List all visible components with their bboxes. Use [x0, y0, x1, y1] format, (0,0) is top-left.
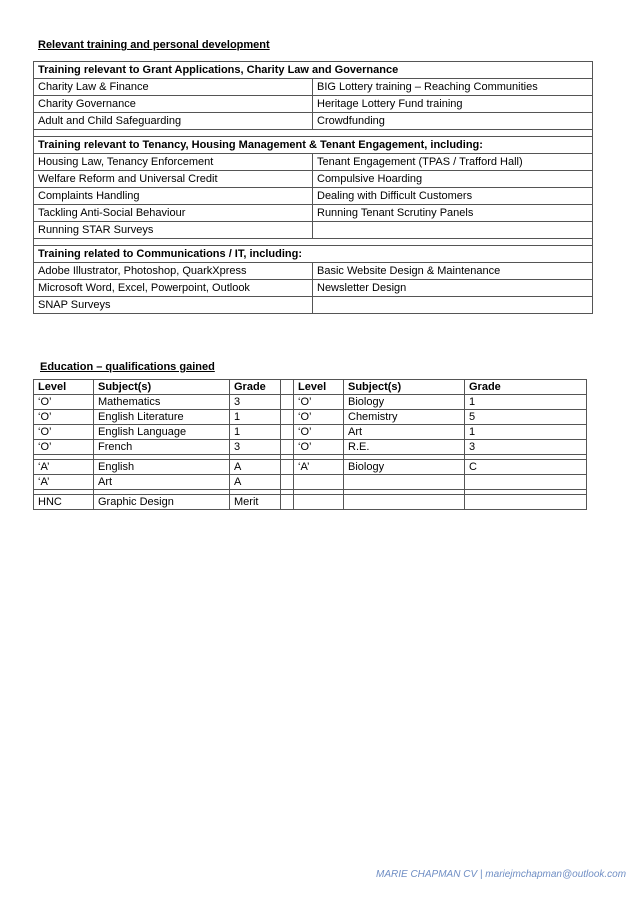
education-cell: HNC	[34, 495, 94, 510]
training-cell: Adobe Illustrator, Photoshop, QuarkXpress	[34, 263, 313, 280]
training-cell: Heritage Lottery Fund training	[313, 96, 593, 113]
training-cell: SNAP Surveys	[34, 297, 313, 314]
table-row	[34, 440, 587, 455]
table-row	[34, 410, 587, 425]
education-cell	[294, 475, 344, 490]
table-row	[34, 171, 593, 188]
training-cell: Tackling Anti-Social Behaviour	[34, 205, 313, 222]
column-header: Subject(s)	[344, 380, 465, 395]
divider-cell	[281, 395, 294, 410]
table-row	[34, 495, 587, 510]
education-cell: ‘O’	[34, 395, 94, 410]
divider-cell	[281, 380, 294, 395]
education-cell: Graphic Design	[94, 495, 230, 510]
divider-cell	[281, 440, 294, 455]
table-row	[34, 395, 587, 410]
training-cell: Basic Website Design & Maintenance	[313, 263, 593, 280]
education-table	[33, 379, 587, 510]
education-cell: R.E.	[344, 440, 465, 455]
training-cell: Running Tenant Scrutiny Panels	[313, 205, 593, 222]
education-cell: ‘O’	[34, 410, 94, 425]
education-cell: Art	[344, 425, 465, 440]
education-cell	[465, 475, 587, 490]
education-cell: ‘O’	[294, 425, 344, 440]
education-cell: ‘A’	[34, 460, 94, 475]
education-cell: C	[465, 460, 587, 475]
table-row	[34, 460, 587, 475]
table-row	[34, 263, 593, 280]
table-row	[34, 222, 593, 239]
section-spacer	[34, 239, 593, 246]
education-cell: Chemistry	[344, 410, 465, 425]
table-row	[34, 425, 587, 440]
education-cell: 5	[465, 410, 587, 425]
footer-separator: |	[479, 869, 483, 880]
education-cell	[344, 475, 465, 490]
education-cell: Biology	[344, 460, 465, 475]
education-cell: English	[94, 460, 230, 475]
divider-cell	[281, 425, 294, 440]
training-cell: Adult and Child Safeguarding	[34, 113, 313, 130]
training-section-header	[34, 62, 593, 79]
table-row	[34, 205, 593, 222]
column-header: Grade	[230, 380, 281, 395]
training-heading: Relevant training and personal development	[38, 39, 270, 51]
education-cell: 3	[230, 440, 281, 455]
table-row	[34, 475, 587, 490]
education-cell: Biology	[344, 395, 465, 410]
training-table	[33, 61, 593, 314]
column-header: Subject(s)	[94, 380, 230, 395]
education-cell: ‘O’	[294, 440, 344, 455]
table-header-row	[34, 380, 587, 395]
column-header: Level	[294, 380, 344, 395]
table-row	[34, 79, 593, 96]
training-cell: Charity Governance	[34, 96, 313, 113]
education-cell: 1	[465, 425, 587, 440]
education-cell: ‘A’	[34, 475, 94, 490]
education-cell: Merit	[230, 495, 281, 510]
training-cell: Welfare Reform and Universal Credit	[34, 171, 313, 188]
table-row	[34, 280, 593, 297]
training-cell: Complaints Handling	[34, 188, 313, 205]
column-header: Grade	[465, 380, 587, 395]
education-cell: 1	[230, 425, 281, 440]
training-section-header	[34, 137, 593, 154]
divider-cell	[281, 460, 294, 475]
spacer-cell	[34, 239, 593, 246]
education-cell: Mathematics	[94, 395, 230, 410]
training-section-header	[34, 246, 593, 263]
table-row	[34, 188, 593, 205]
education-cell	[465, 495, 587, 510]
education-cell: Art	[94, 475, 230, 490]
table-row	[34, 297, 593, 314]
training-cell: Charity Law & Finance	[34, 79, 313, 96]
training-cell	[313, 222, 593, 239]
training-cell: Tenant Engagement (TPAS / Trafford Hall)	[313, 154, 593, 171]
education-cell: French	[94, 440, 230, 455]
training-cell	[313, 297, 593, 314]
table-row	[34, 154, 593, 171]
training-cell: Crowdfunding	[313, 113, 593, 130]
divider-cell	[281, 495, 294, 510]
education-cell: ‘O’	[294, 395, 344, 410]
education-cell: A	[230, 475, 281, 490]
footer-name: MARIE CHAPMAN CV	[376, 869, 478, 880]
education-cell: 3	[465, 440, 587, 455]
training-cell: Running STAR Surveys	[34, 222, 313, 239]
footer-email: mariejmchapman@outlook.com	[485, 869, 627, 880]
education-cell	[294, 495, 344, 510]
training-section-title: Training relevant to Grant Applications, Charity Law and Governance	[34, 62, 593, 79]
education-cell: A	[230, 460, 281, 475]
education-cell: 1	[465, 395, 587, 410]
training-section-title: Training related to Communications / IT, including:	[34, 246, 593, 263]
education-cell: ‘O’	[34, 440, 94, 455]
training-cell: Compulsive Hoarding	[313, 171, 593, 188]
education-cell	[344, 495, 465, 510]
column-header: Level	[34, 380, 94, 395]
training-cell: BIG Lottery training – Reaching Communities	[313, 79, 593, 96]
education-cell: 3	[230, 395, 281, 410]
table-row	[34, 96, 593, 113]
training-cell: Dealing with Difficult Customers	[313, 188, 593, 205]
spacer-cell	[34, 130, 593, 137]
education-cell: English Language	[94, 425, 230, 440]
section-spacer	[34, 130, 593, 137]
education-cell: 1	[230, 410, 281, 425]
training-cell: Microsoft Word, Excel, Powerpoint, Outlook	[34, 280, 313, 297]
table-row	[34, 113, 593, 130]
divider-cell	[281, 475, 294, 490]
training-cell: Newsletter Design	[313, 280, 593, 297]
education-cell: English Literature	[94, 410, 230, 425]
education-heading: Education – qualifications gained	[40, 361, 215, 373]
education-cell: ‘O’	[294, 410, 344, 425]
training-cell: Housing Law, Tenancy Enforcement	[34, 154, 313, 171]
page-footer	[376, 869, 626, 880]
divider-cell	[281, 410, 294, 425]
education-cell: ‘O’	[34, 425, 94, 440]
training-section-title: Training relevant to Tenancy, Housing Management & Tenant Engagement, including:	[34, 137, 593, 154]
education-cell: ‘A’	[294, 460, 344, 475]
